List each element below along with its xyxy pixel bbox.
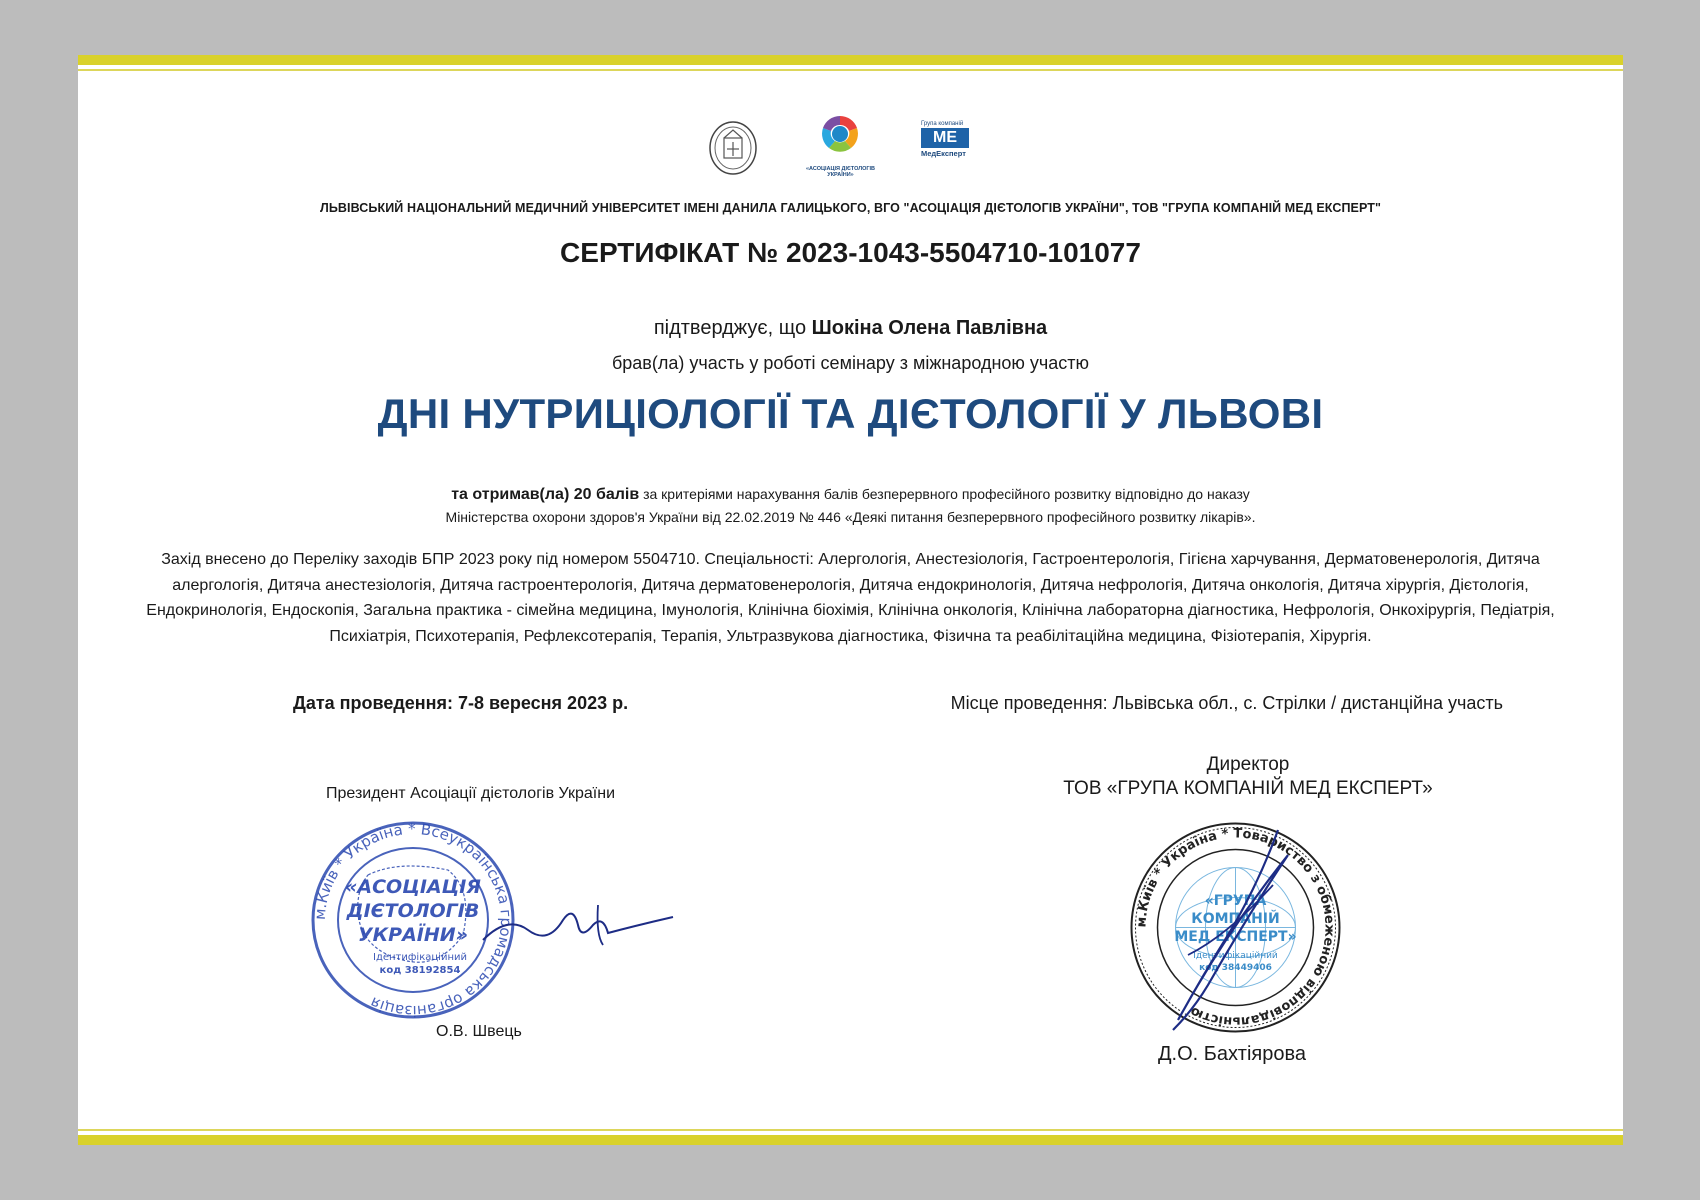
seal-left-id-label: Ідентифікаційний: [373, 952, 467, 963]
seal-right-line1: «ГРУПА: [1204, 893, 1267, 909]
director-name: Д.О. Бахтіярова: [1158, 1043, 1306, 1065]
seal-left-line3: УКРАЇНИ»: [357, 924, 469, 946]
director-title: [998, 753, 1498, 801]
president-signature: [478, 895, 678, 955]
specialties-list: Захід внесено до Переліку заходів БПР 2023 року під номером 5504710. Спеціальності: Алергологія, Анестезіологія, Гастроентерологія, Гігієна харчування, Дерматовенерологія, Дитяча алергологія, Дитяча анестезіологія, Дитяча гастроентерологія, Дитяча дерматовенерологія, Дитяча ендокринологія, Дитяча нефрологія, Дитяча онкологія, Дитяча хірургія, Дієтологія, Ендокринологія, Ендоскопія, Загальна практика - сімейна медицина, Імунологія, Клінічна біохімія, Клінічна онкологія, Клінічна лабораторна діагностика, Нефрологія, Онкохірургія, Педіатрія, Психіатрія, Психотерапія, Рефлексотерапія, Терапія, Ультразвукова діагностика, Фізична та реабілітаційна медицина, Фізіотерапія, Хірургія.: [146, 551, 1555, 645]
university-crest-logo: [708, 120, 758, 176]
seal-right-outer-text: м.Київ * Україна * Товариство з обмеженою відповідальністю: [1134, 826, 1337, 1029]
medexpert-logo-top: Група компаній: [921, 121, 964, 127]
certificate-number: СЕРТИФІКАТ № 2023-1043-5504710-101077: [560, 237, 1141, 268]
event-title: ДНІ НУТРИЦІОЛОГІЇ ТА ДІЄТОЛОГІЇ У ЛЬВОВІ: [377, 390, 1324, 437]
director-signature: [1148, 825, 1298, 1035]
president-name: О.В. Швець: [436, 1023, 522, 1040]
participation-line: брав(ла) участь у роботі семінару з міжнародною участю: [611, 353, 1090, 373]
seal-left-id-code: код 38192854: [379, 965, 461, 976]
director-company: ТОВ «ГРУПА КОМПАНІЙ МЕД ЕКСПЕРТ»: [1063, 778, 1433, 799]
points-statement: [78, 483, 1623, 528]
president-title: Президент Асоціації дієтологів України: [326, 785, 615, 802]
medexpert-logo: [921, 121, 981, 171]
seal-right-line2: КОМПАНІЙ: [1191, 911, 1280, 927]
director-role: Директор: [1206, 754, 1290, 775]
seal-right-line3: МЕД ЕКСПЕРТ»: [1174, 929, 1297, 945]
points-criteria: за критеріями нарахування балів безперервного професійного розвитку відповідно до наказу: [639, 486, 1250, 502]
association-logo-caption: «АСОЦІАЦІЯ ДІЄТОЛОГІВ УКРАЇНИ»: [805, 166, 876, 178]
organizations-line: ЛЬВІВСЬКИЙ НАЦІОНАЛЬНИЙ МЕДИЧНИЙ УНІВЕРСИТЕТ ІМЕНІ ДАНИЛА ГАЛИЦЬКОГО, ВГО "АСОЦІАЦІЯ ДІЄТОЛОГІВ УКРАЇНИ", ТОВ "ГРУПА КОМПАНІЙ МЕД ЕКСПЕРТ": [319, 201, 1382, 215]
seal-right-id-label: Ідентифікаційний: [1193, 951, 1278, 961]
seal-left-line1: «АСОЦІАЦІЯ: [345, 876, 481, 898]
confirmation-prefix: підтверджує, що: [653, 317, 812, 339]
certificate-sheet: [78, 55, 1623, 1145]
medexpert-logo-bottom: МедЕксперт: [921, 149, 966, 158]
confirmation-line: [78, 317, 1623, 340]
event-date: Дата проведення: 7-8 вересня 2023 р.: [293, 693, 629, 713]
seal-right-id-code: код 38449406: [1199, 963, 1272, 973]
association-ring-icon: [793, 112, 888, 167]
medexpert-logo-mark: МЕ: [921, 128, 969, 148]
participant-name: Шокіна Олена Павлівна: [811, 317, 1048, 339]
dietologists-association-logo: [793, 112, 888, 182]
points-order-reference: Міністерства охорони здоров'я України від 22.02.2019 № 446 «Деякі питання безперервного професійного розвитку лікарів».: [445, 509, 1256, 525]
seal-left-line2: ДІЄТОЛОГІВ: [346, 900, 480, 922]
seal-left-outer-text: м.Київ * Україна * Всеукраїнська громадська організація: [310, 820, 516, 1020]
event-place: Місце проведення: Львівська обл., с. Стрілки / дистанційна участь: [950, 693, 1503, 713]
points-earned: та отримав(ла) 20 балів: [451, 486, 640, 503]
